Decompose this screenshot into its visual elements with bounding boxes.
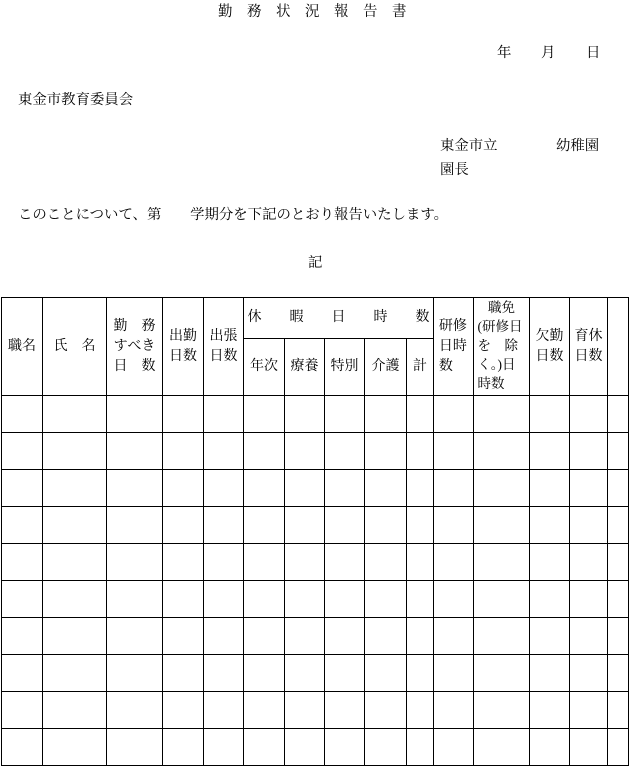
table-cell-leave-sick [285, 618, 325, 655]
header-row-1 [2, 298, 629, 339]
table-cell-extra [608, 470, 629, 507]
header-exemption-line: (研修日 [477, 319, 523, 334]
table-cell-leave-sick [285, 692, 325, 729]
table-cell-name [43, 507, 107, 544]
table-cell-exemption [474, 692, 530, 729]
table-cell-exemption [474, 433, 530, 470]
header-training-line: 数 [438, 358, 453, 374]
table-row [2, 544, 629, 581]
header-exemption-line: を 除 [477, 338, 519, 353]
table-cell-absence-days [530, 433, 570, 470]
table-cell-leave-care [365, 692, 407, 729]
table-cell-leave-special [325, 581, 365, 618]
table-row [2, 433, 629, 470]
document-title: 勤 務 状 況 報 告 書 [218, 4, 407, 20]
table-cell-required-days [107, 544, 163, 581]
table-cell-attendance-days [163, 507, 204, 544]
table-cell-leave-sick [285, 433, 325, 470]
table-cell-trip-days [204, 729, 244, 766]
table-cell-leave-special [325, 544, 365, 581]
table-cell-leave-special [325, 433, 365, 470]
table-cell-childcare-days [570, 655, 608, 692]
table-cell-name [43, 581, 107, 618]
table-cell-trip-days [204, 692, 244, 729]
table-cell-leave-annual [244, 396, 285, 433]
table-cell-required-days [107, 470, 163, 507]
header-leave-special: 特別 [325, 338, 365, 395]
table-cell-leave-annual [244, 655, 285, 692]
table-cell-extra [608, 729, 629, 766]
table-cell-leave-sick [285, 655, 325, 692]
table-cell-leave-total [407, 581, 434, 618]
table-cell-exemption [474, 655, 530, 692]
table-cell-extra [608, 618, 629, 655]
table-cell-name [43, 655, 107, 692]
date-month-label: 月 [541, 45, 556, 61]
table-cell-extra [608, 507, 629, 544]
table-cell-leave-annual [244, 507, 285, 544]
table-cell-training [434, 507, 474, 544]
table-cell-trip-days [204, 470, 244, 507]
table-cell-extra [608, 396, 629, 433]
report-body-text: このことについて、第 学期分を下記のとおり報告いたします。 [18, 207, 448, 223]
table-cell-leave-annual [244, 544, 285, 581]
table-cell-training [434, 396, 474, 433]
table-cell-leave-sick [285, 729, 325, 766]
table-cell-attendance-days [163, 433, 204, 470]
table-cell-name [43, 692, 107, 729]
table-cell-trip-days [204, 618, 244, 655]
table-cell-childcare-days [570, 618, 608, 655]
table-row [2, 729, 629, 766]
table-cell-childcare-days [570, 507, 608, 544]
header-exemption-block [478, 298, 526, 393]
table-cell-exemption [474, 581, 530, 618]
table-cell-leave-total [407, 729, 434, 766]
date-day-label: 日 [586, 45, 601, 61]
table-cell-name [43, 396, 107, 433]
table-cell-training [434, 692, 474, 729]
table-cell-leave-special [325, 507, 365, 544]
table-cell-leave-care [365, 581, 407, 618]
header-required-days-line: 日 数 [113, 358, 156, 374]
table-cell-position [2, 618, 43, 655]
table-cell-trip-days [204, 544, 244, 581]
table-cell-attendance-days [163, 544, 204, 581]
table-cell-childcare-days [570, 433, 608, 470]
table-cell-trip-days [204, 581, 244, 618]
table-cell-attendance-days [163, 655, 204, 692]
school-prefix: 東金市立 [440, 138, 498, 154]
table-cell-leave-care [365, 729, 407, 766]
table-cell-leave-special [325, 618, 365, 655]
table-cell-position [2, 655, 43, 692]
table-cell-required-days [107, 433, 163, 470]
table-cell-absence-days [530, 581, 570, 618]
table-cell-position [2, 433, 43, 470]
header-exemption-line: 時数 [477, 376, 505, 391]
table-cell-leave-total [407, 692, 434, 729]
header-absence-days-line: 欠勤 [535, 328, 564, 344]
header-leave-annual: 年次 [244, 338, 285, 395]
table-cell-name [43, 544, 107, 581]
header-attendance-days-line: 出勤 [169, 328, 197, 344]
table-row [2, 507, 629, 544]
header-attendance-days [163, 298, 204, 396]
table-cell-required-days [107, 692, 163, 729]
table-cell-training [434, 433, 474, 470]
table-cell-trip-days [204, 507, 244, 544]
table-cell-trip-days [204, 655, 244, 692]
table-cell-leave-total [407, 433, 434, 470]
header-leave-care: 介護 [365, 338, 407, 395]
table-cell-leave-annual [244, 692, 285, 729]
table-cell-required-days [107, 581, 163, 618]
table-cell-extra [608, 544, 629, 581]
table-cell-leave-sick [285, 544, 325, 581]
table-cell-training [434, 655, 474, 692]
table-cell-position [2, 729, 43, 766]
table-cell-absence-days [530, 544, 570, 581]
table-cell-absence-days [530, 470, 570, 507]
table-cell-name [43, 470, 107, 507]
table-cell-exemption [474, 396, 530, 433]
table-cell-exemption [474, 729, 530, 766]
table-cell-position [2, 470, 43, 507]
table-cell-leave-care [365, 396, 407, 433]
table-cell-childcare-days [570, 692, 608, 729]
table-header [2, 298, 629, 396]
header-childcare-days [570, 298, 608, 396]
header-required-days-line: すべき [113, 338, 156, 354]
table-cell-leave-special [325, 396, 365, 433]
table-cell-leave-sick [285, 470, 325, 507]
table-cell-leave-total [407, 618, 434, 655]
table-cell-absence-days [530, 692, 570, 729]
work-status-table [1, 297, 629, 766]
table-cell-training [434, 544, 474, 581]
table-cell-absence-days [530, 655, 570, 692]
table-cell-position [2, 544, 43, 581]
table-cell-childcare-days [570, 470, 608, 507]
table-cell-absence-days [530, 396, 570, 433]
header-attendance-days-line: 日数 [169, 348, 197, 364]
note-mark: 記 [308, 255, 323, 271]
table-cell-attendance-days [163, 729, 204, 766]
header-required-days-line: 勤 務 [113, 318, 156, 334]
header-absence-days [530, 298, 570, 396]
table-cell-training [434, 470, 474, 507]
header-name: 氏 名 [43, 298, 107, 396]
table-cell-extra [608, 692, 629, 729]
table-row [2, 655, 629, 692]
table-cell-extra [608, 655, 629, 692]
table-cell-exemption [474, 618, 530, 655]
header-required-days [107, 298, 163, 396]
table-cell-leave-annual [244, 433, 285, 470]
table-cell-extra [608, 433, 629, 470]
header-extra [608, 298, 629, 396]
table-cell-leave-care [365, 433, 407, 470]
table-cell-leave-annual [244, 618, 285, 655]
table-cell-training [434, 618, 474, 655]
table-cell-attendance-days [163, 581, 204, 618]
table-cell-leave-care [365, 544, 407, 581]
header-training-block [439, 317, 468, 377]
table-cell-exemption [474, 507, 530, 544]
table-cell-leave-care [365, 470, 407, 507]
table-cell-training [434, 581, 474, 618]
table-row [2, 692, 629, 729]
addressee: 東金市教育委員会 [18, 92, 134, 108]
table-cell-required-days [107, 507, 163, 544]
table-cell-absence-days [530, 507, 570, 544]
table-cell-extra [608, 581, 629, 618]
table-cell-leave-annual [244, 729, 285, 766]
table-cell-attendance-days [163, 396, 204, 433]
header-exemption-line: く。)日 [477, 357, 516, 372]
table-cell-absence-days [530, 618, 570, 655]
header-position: 職名 [2, 298, 43, 396]
table-row [2, 470, 629, 507]
table-cell-childcare-days [570, 581, 608, 618]
header-leave-sick: 療養 [285, 338, 325, 395]
table-cell-required-days [107, 729, 163, 766]
header-training-line: 日時 [438, 338, 467, 354]
table-cell-name [43, 729, 107, 766]
header-business-trip-days-line: 出張 [209, 328, 238, 344]
table-cell-leave-sick [285, 581, 325, 618]
header-business-trip-days [204, 298, 244, 396]
table-cell-childcare-days [570, 396, 608, 433]
table-cell-leave-annual [244, 470, 285, 507]
header-leave-group: 休 暇 日 時 数 [244, 298, 434, 339]
table-cell-leave-special [325, 470, 365, 507]
header-absence-days-line: 日数 [535, 348, 564, 364]
table-cell-trip-days [204, 396, 244, 433]
table-body [2, 396, 629, 766]
table-cell-required-days [107, 655, 163, 692]
table-cell-childcare-days [570, 544, 608, 581]
table-cell-position [2, 396, 43, 433]
table-cell-trip-days [204, 433, 244, 470]
table-cell-leave-sick [285, 396, 325, 433]
table-cell-exemption [474, 544, 530, 581]
table-row [2, 618, 629, 655]
table-cell-training [434, 729, 474, 766]
table-cell-name [43, 433, 107, 470]
date-year-label: 年 [497, 45, 512, 61]
table-cell-required-days [107, 618, 163, 655]
table-cell-leave-special [325, 692, 365, 729]
table-cell-childcare-days [570, 729, 608, 766]
table-row [2, 581, 629, 618]
table-cell-attendance-days [163, 470, 204, 507]
table-cell-leave-care [365, 507, 407, 544]
table-cell-attendance-days [163, 692, 204, 729]
table-cell-leave-special [325, 729, 365, 766]
table-cell-leave-total [407, 470, 434, 507]
header-exemption-line: 職免 [488, 300, 516, 315]
header-business-trip-days-line: 日数 [209, 348, 238, 364]
table-row [2, 396, 629, 433]
table-cell-leave-total [407, 507, 434, 544]
table-cell-position [2, 692, 43, 729]
header-training-line: 研修 [438, 318, 467, 334]
header-exemption [474, 298, 530, 396]
table-cell-leave-annual [244, 581, 285, 618]
table-cell-attendance-days [163, 618, 204, 655]
table-cell-leave-special [325, 655, 365, 692]
table-cell-leave-care [365, 618, 407, 655]
table-cell-leave-total [407, 655, 434, 692]
table-cell-leave-total [407, 544, 434, 581]
table-cell-required-days [107, 396, 163, 433]
table-cell-position [2, 581, 43, 618]
table-cell-exemption [474, 470, 530, 507]
table-cell-position [2, 507, 43, 544]
header-training [434, 298, 474, 396]
header-childcare-days-line: 育休 [574, 328, 603, 344]
principal-title: 園長 [440, 162, 469, 178]
table-cell-leave-care [365, 655, 407, 692]
header-leave-total: 計 [407, 338, 434, 395]
school-suffix: 幼稚園 [556, 138, 600, 154]
table-cell-absence-days [530, 729, 570, 766]
table-cell-leave-total [407, 396, 434, 433]
table-cell-name [43, 618, 107, 655]
table-cell-leave-sick [285, 507, 325, 544]
header-childcare-days-line: 日数 [574, 348, 603, 364]
